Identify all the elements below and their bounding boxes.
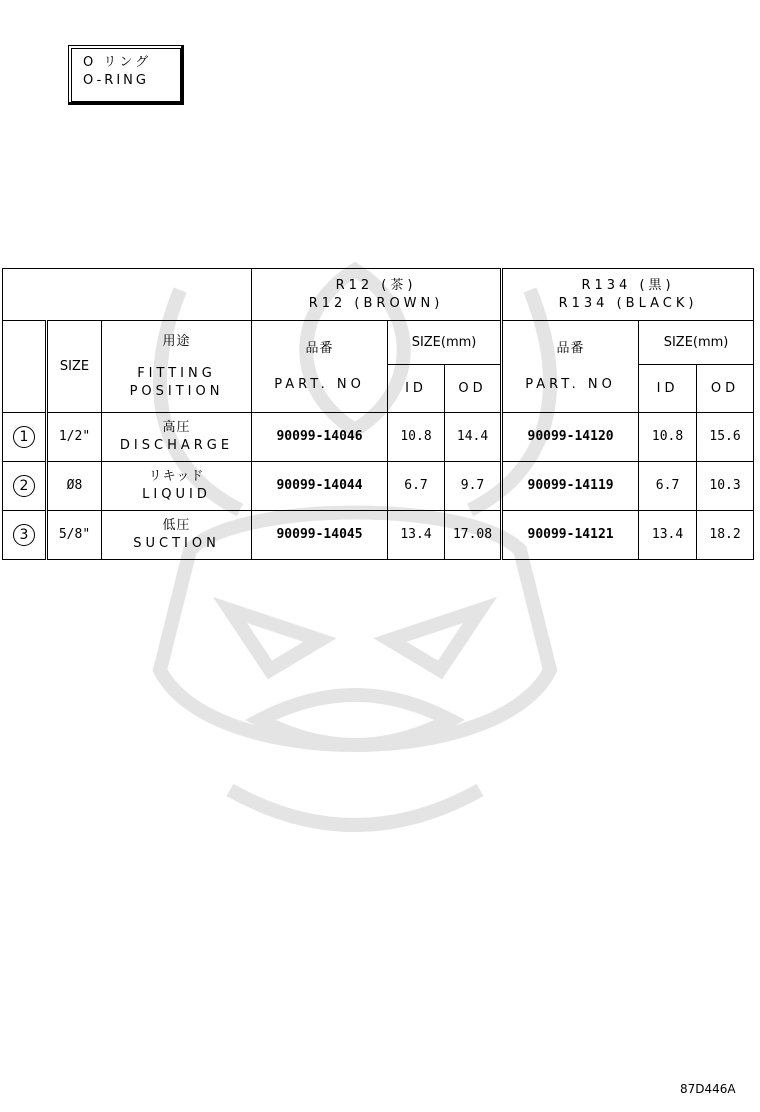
r12-od-header: OD xyxy=(445,365,502,413)
row-use-en: SUCTION xyxy=(133,536,220,551)
r12-label-jp: R12 (茶) xyxy=(335,277,417,293)
r134-od-value: 15.6 xyxy=(697,413,754,462)
row-number xyxy=(3,511,47,560)
r12-part-number: 90099-14044 xyxy=(252,462,388,511)
title-jp: O リング xyxy=(83,55,152,70)
r12-part-number: 90099-14046 xyxy=(252,413,388,462)
row-size: 5/8" xyxy=(47,511,102,560)
row-number-circle: 3 xyxy=(13,524,35,546)
r134-id-value: 13.4 xyxy=(639,511,697,560)
r12-part-number: 90099-14045 xyxy=(252,511,388,560)
row-use xyxy=(102,462,252,511)
r134-id-value: 6.7 xyxy=(639,462,697,511)
r12-id-value: 6.7 xyxy=(388,462,445,511)
row-size: Ø8 xyxy=(47,462,102,511)
r12-od-value: 17.08 xyxy=(445,511,502,560)
r12-id-value: 10.8 xyxy=(388,413,445,462)
row-use xyxy=(102,413,252,462)
r134-size-header: SIZE(mm) xyxy=(639,321,754,365)
r134-label-jp: R134 (黒) xyxy=(581,277,675,293)
row-use-jp: 低圧 xyxy=(162,518,191,533)
r134-part-number: 90099-14121 xyxy=(502,511,639,560)
row-use-jp: リキッド xyxy=(148,469,205,484)
blank-header-cell xyxy=(3,269,252,321)
r134-od-header: OD xyxy=(697,365,754,413)
r12-part-header-en: PART. NO xyxy=(274,376,365,392)
r12-part-header xyxy=(252,321,388,413)
drawing-code: 87D446A xyxy=(680,1082,736,1096)
r134-part-number: 90099-14120 xyxy=(502,413,639,462)
r134-label-en: R134 (BLACK) xyxy=(558,295,698,311)
row-number-circle: 2 xyxy=(13,475,35,497)
row-number xyxy=(3,462,47,511)
r12-group-header xyxy=(252,269,502,321)
r12-od-value: 14.4 xyxy=(445,413,502,462)
row-size: 1/2" xyxy=(47,413,102,462)
use-header-en-1: FITTING xyxy=(137,365,216,381)
use-header-jp: 用途 xyxy=(162,333,191,349)
parts-table xyxy=(2,268,754,560)
r134-part-header-jp: 品番 xyxy=(556,340,585,356)
r12-id-header: ID xyxy=(388,365,445,413)
row-use-en: DISCHARGE xyxy=(119,438,234,453)
title-box xyxy=(68,45,184,105)
r12-od-value: 9.7 xyxy=(445,462,502,511)
r12-size-header: SIZE(mm) xyxy=(388,321,502,365)
row-use-en: LIQUID xyxy=(142,487,211,502)
r134-id-value: 10.8 xyxy=(639,413,697,462)
row-use xyxy=(102,511,252,560)
use-header-en-2: POSITION xyxy=(129,383,224,399)
r134-od-value: 10.3 xyxy=(697,462,754,511)
r134-part-header-en: PART. NO xyxy=(525,376,616,392)
r134-id-header: ID xyxy=(639,365,697,413)
r134-part-number: 90099-14119 xyxy=(502,462,639,511)
r12-part-header-jp: 品番 xyxy=(305,340,334,356)
use-header xyxy=(102,321,252,413)
r12-id-value: 13.4 xyxy=(388,511,445,560)
row-use-jp: 高圧 xyxy=(162,420,191,435)
table-row xyxy=(3,462,754,511)
r134-od-value: 18.2 xyxy=(697,511,754,560)
r134-part-header xyxy=(502,321,639,413)
number-header-cell xyxy=(3,321,47,413)
row-number-circle: 1 xyxy=(13,426,35,448)
r12-label-en: R12 (BROWN) xyxy=(308,295,444,311)
table-row xyxy=(3,413,754,462)
table-row xyxy=(3,511,754,560)
size-header: SIZE xyxy=(47,321,102,413)
r134-group-header xyxy=(502,269,754,321)
title-en: O-RING xyxy=(83,73,149,88)
row-number xyxy=(3,413,47,462)
